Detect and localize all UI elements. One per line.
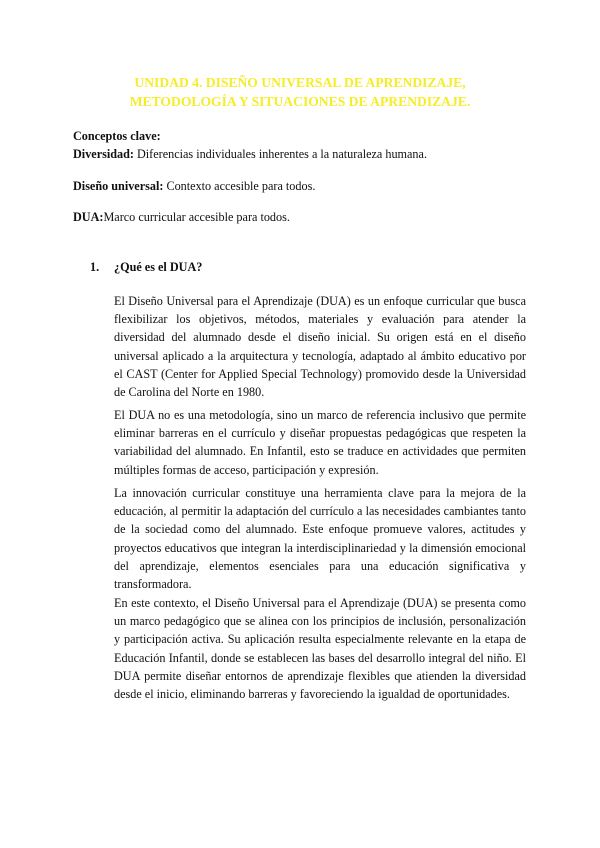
- concept-item: [73, 177, 315, 195]
- concept-definition: Diferencias individuales inherentes a la naturaleza humana.: [133, 147, 427, 161]
- concept-term: Diseño universal:: [73, 179, 164, 193]
- body-paragraph: La innovación curricular constituye una herramienta clave para la mejora de la educación, al permitir la adaptación del currículo a las necesidades cambiantes tanto de la sociedad como del alumnado. Este enfoque promueve valores, actitudes y proyectos educativos que integran la interdisciplinariedad y la dimensión emocional del aprendizaje, elementos esenciales para una educación significativa y transformadora.: [114, 486, 526, 592]
- title-line-2: METODOLOGÍA Y SITUACIONES DE APRENDIZAJE.: [129, 94, 471, 109]
- body-paragraph: En este contexto, el Diseño Universal para el Aprendizaje (DUA) se presenta como un marco pedagógico que se alinea con los principios de inclusión, personalización y participación activa. Su aplicación resulta especialmente relevante en la etapa de Educación Infantil, donde se establecen las bases del desarrollo integral del niño. El DUA permite diseñar entornos de aprendizaje flexibles que atienden la diversidad desde el inicio, eliminando barreras y favoreciendo la igualdad de oportunidades.: [114, 596, 526, 702]
- section-heading: [90, 258, 202, 276]
- body-paragraph: El Diseño Universal para el Aprendizaje (DUA) es un enfoque curricular que busca flexibilizar los objetivos, métodos, materiales y evaluación para atender la diversidad del alumnado desde el diseño inicial. Su origen está en el diseño universal aplicado a la arquitectura y tecnología, adaptado al ámbito educativo por el CAST (Center for Applied Special Technology) promovido desde la Universidad de Carolina del Norte en 1980.: [114, 294, 526, 400]
- body-paragraph: El DUA no es una metodología, sino un marco de referencia inclusivo que permite eliminar barreras en el currículo y diseñar propuestas pedagógicas que respeten la variabilidad del alumnado. En Infantil, esto se traduce en actividades que permiten múltiples formas de acceso, participación y expresión.: [114, 408, 526, 477]
- section-number: 1.: [90, 260, 100, 274]
- title-line-1: UNIDAD 4. DISEÑO UNIVERSAL DE APRENDIZAJE,: [134, 75, 466, 90]
- concept-term: Diversidad:: [73, 147, 134, 161]
- concept-item: [73, 145, 427, 163]
- concept-item: [73, 208, 290, 226]
- concept-term: DUA:: [73, 210, 104, 224]
- key-concepts-heading: Conceptos clave:: [73, 129, 161, 143]
- document-title: [60, 73, 540, 111]
- section-title: ¿Qué es el DUA?: [114, 260, 203, 274]
- concept-definition: Contexto accesible para todos.: [163, 179, 316, 193]
- concept-definition: Marco curricular accesible para todos.: [103, 210, 290, 224]
